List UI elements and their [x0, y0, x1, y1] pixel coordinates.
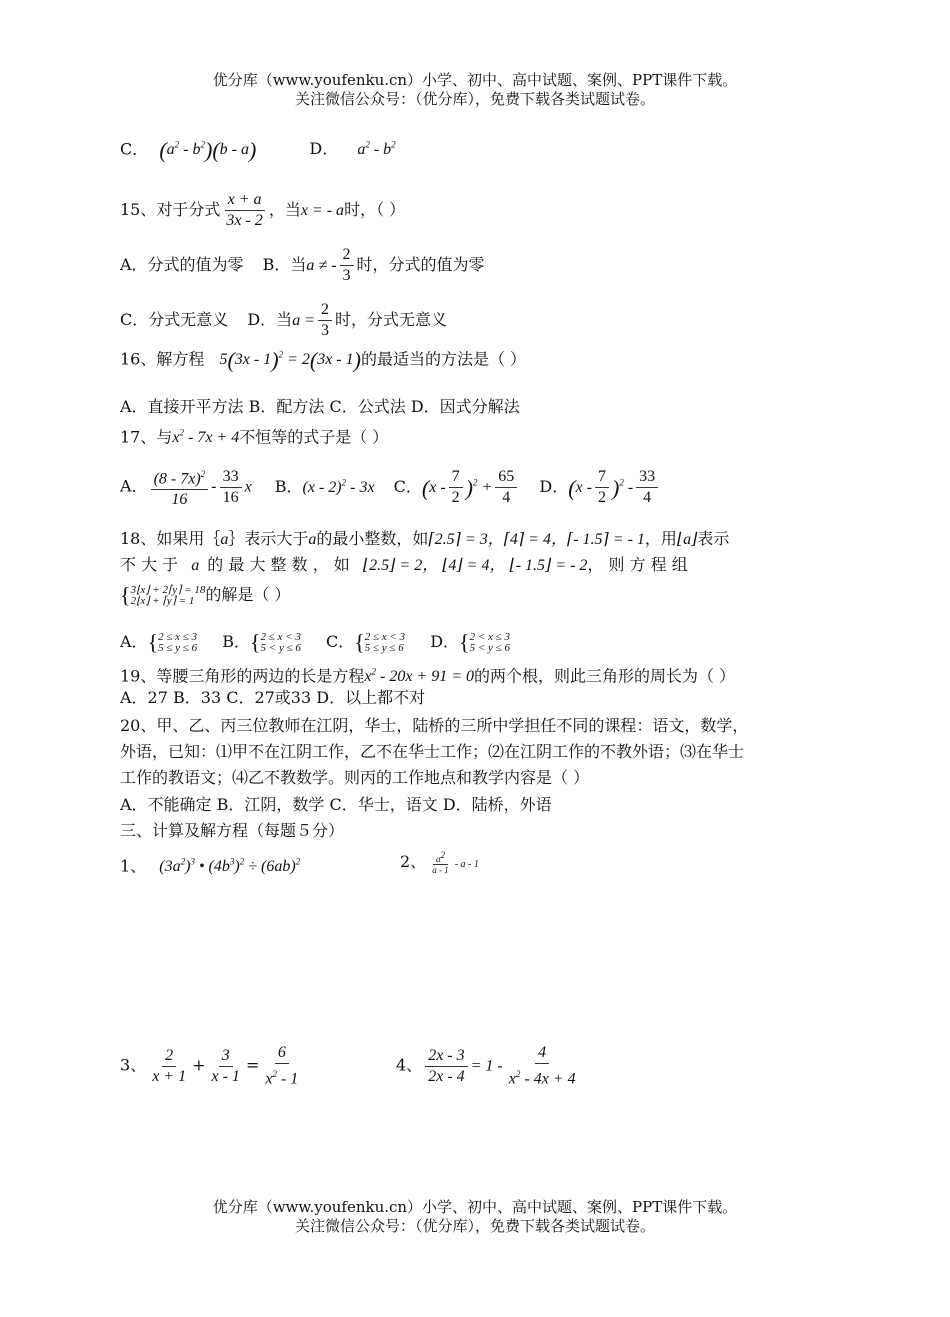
- question-17: [120, 421, 388, 450]
- q16-options: A．直接开平方法 B．配方法 C．公式法 D．因式分解法: [120, 397, 520, 416]
- q15-b-frac: $\frac{2}{3}$: [340, 245, 354, 286]
- question-18-line2: 不 大 于 a 的 最 大 整 数 ， 如 ⌊2.5⌋ = 2， ⌊4⌋ = 4， ⌊- 1.5⌋ = - 2， 则 方 程 组: [120, 555, 688, 574]
- q17-options: A． $\frac{(8 - 7x)^2}{16}$ - $\frac{33}{16}$ x B．(x - 2)$^2$ - 3x C．(x - $\frac{7}{2}$ )$^2$ + $\frac{65}{4}$ D．(x - $\frac{7}{2}$ )$^2$ - $\frac{33}{4}$: [120, 464, 661, 510]
- q15-b: B．当: [262, 255, 307, 274]
- q17-b: B．: [274, 476, 303, 496]
- question-19: [120, 660, 735, 689]
- q15-d-end: 时，分式无意义: [334, 310, 447, 329]
- q15-fraction: $\frac{x + a}{3x - 2}$: [226, 191, 263, 229]
- q18-examples-ceil: ⌈2.5⌉ = 3，⌈4⌉ = 4，⌈- 1.5⌉ = - 1: [428, 531, 645, 548]
- q17-c: C．: [393, 476, 422, 496]
- problem-2-frac: $\frac{a^2}{a - 1}$: [432, 850, 449, 875]
- q16-equation: 5(3x - 1)$^2$ = 2(3x - 1): [219, 347, 361, 373]
- q15-b-end: 时，分式的值为零: [356, 255, 485, 274]
- page-header: [0, 71, 950, 109]
- header-line-1: 优分库（www.youfenku.cn）小学、初中、高中试题、案例、PPT课件下载。: [212, 71, 738, 89]
- problem-3-label: 3、: [120, 1055, 147, 1075]
- q20-line3: 工作的教语文；⑷乙不教数学。则丙的工作地点和教学内容是（ ）: [120, 768, 590, 787]
- footer-line-2: 关注微信公众号：（优分库），免费下载各类试题试卷。: [294, 1217, 655, 1235]
- q15-ab: [120, 245, 485, 286]
- question-18-line1: 18、如果用｛a｝表示大于a的最小整数，如⌈2.5⌉ = 3，⌈4⌉ = 4，⌈- 1.5⌉ = - 1，用⌊a⌋表示: [120, 529, 730, 548]
- q18-options: A．{2 ≤ x ≤ 3 5 ≤ y ≤ 6 B．{2 ≤ x < 3 5 < y ≤ 6 C．{2 ≤ x < 3 5 ≤ y ≤ 6 D．{2 < x ≤ 3 5 < y ≤ 6: [120, 629, 510, 655]
- problem-4: 4、 $\frac{2x - 3}{2x - 4}$ = 1 - $\frac{4}{x^2 - 4x + 4}$: [396, 1044, 576, 1088]
- q18-l3: 的解是（ ）: [205, 585, 291, 604]
- problem-3: 3、 $\frac{2}{x + 1}$ + $\frac{3}{x - 1}$ = $\frac{6}{x^2 - 1}$: [120, 1044, 299, 1088]
- q18-l1e: 表示: [697, 529, 730, 548]
- q15-stem: 15、对于分式: [120, 200, 221, 219]
- q15-cond: x = - a: [300, 202, 345, 219]
- question-15: [120, 190, 405, 231]
- q15-d: D．当: [247, 310, 293, 329]
- q18-l1b: ｝表示大于: [228, 529, 309, 548]
- q15-d-frac: $\frac{2}{3}$: [318, 300, 332, 341]
- q17-expr: $x^2 - 7x + 4$: [172, 428, 240, 447]
- q17-d-expr: (x -: [568, 474, 592, 500]
- question-18-line3: {3⌊x⌋ + 2⌈y⌉ = 18 2⌊x⌋ + ⌈y⌉ = 1 的解是（ ）: [120, 582, 291, 608]
- q18-l1c: 的最小整数，如: [316, 529, 429, 548]
- q18-l1a: 18、如果用｛: [120, 529, 221, 548]
- q15-c: C．分式无意义: [120, 310, 229, 329]
- q20-options: A．不能确定 B．江阴，数学 C．华士，语文 D．陆桥，外语: [120, 795, 552, 814]
- q18-b: B．: [222, 632, 250, 651]
- q18-a: A．: [120, 632, 148, 651]
- problem-1: [120, 850, 300, 879]
- q16-stem: 16、解方程: [120, 349, 205, 369]
- problem-2-label: 2、: [400, 852, 427, 871]
- q17-d: D．: [539, 476, 569, 496]
- q18-l2b: 的 最 大 整 数 ， 如: [207, 555, 350, 574]
- q14-d-label: D．: [309, 139, 339, 159]
- q14-d-expr: $a^2 - b^2$: [357, 140, 396, 159]
- problem-2: 2、 $\frac{a^2}{a - 1}$ - a - 1: [400, 850, 479, 875]
- section-3-title: 三、计算及解方程（每题５分）: [120, 821, 345, 840]
- q20-line1: 20、甲、乙、丙三位教师在江阴，华士，陆桥的三所中学担任不同的课程：语文，数学，: [120, 716, 749, 735]
- q14-c-expr: $(a^2 - b^2)(b - a)$: [159, 137, 257, 163]
- q18-l2c: ， 则 方 程 组: [587, 555, 688, 574]
- problem-1-expr: $(3a^2)^3$ • $(4b^3)^2 \div (6ab)^2$: [159, 857, 301, 876]
- problem-4-label: 4、: [396, 1055, 423, 1075]
- q18-l2a: 不 大 于: [120, 555, 179, 574]
- q15-b-cond: a ≠ -: [306, 257, 337, 274]
- q15-mid: ，当: [268, 200, 301, 219]
- q17-c-expr: (x -: [421, 474, 446, 500]
- q15-d-cond: a =: [292, 312, 315, 329]
- header-line-2: 关注微信公众号：（优分库），免费下载各类试题试卷。: [294, 90, 655, 108]
- q17-a-frac2: $\frac{33}{16}$: [220, 467, 242, 508]
- q17-end: 不恒等的式子是（ ）: [239, 427, 389, 447]
- q20-line2: 外语，已知：⑴甲不在江阴工作，乙不在华士工作；⑵在江阴工作的不教外语；⑶在华士: [120, 742, 745, 761]
- q19-options: A．27 B．33 C．27或33 D．以上都不对: [120, 688, 426, 707]
- q17-a: A．: [120, 476, 148, 496]
- q18-system: 3⌊x⌋ + 2⌈y⌉ = 18 2⌊x⌋ + ⌈y⌉ = 1: [130, 583, 206, 607]
- q17-b-expr: (x - 2)$^2$ - 3x: [302, 477, 375, 496]
- q19-stem: 19、等腰三角形的两边的长是方程: [120, 666, 365, 686]
- q19-end: 的两个根，则此三角形的周长为（ ）: [474, 666, 736, 686]
- q17-a-frac1: $\frac{(8 - 7x)^2}{16}$: [151, 464, 209, 510]
- q15-end: 时，（ ）: [344, 200, 406, 219]
- q14-c-label: C．: [120, 139, 149, 159]
- q17-stem: 17、与: [120, 427, 173, 447]
- q14-options: [120, 133, 396, 163]
- page-footer: [0, 1198, 950, 1236]
- q18-d: D．: [430, 632, 460, 651]
- question-16: [120, 343, 526, 373]
- q15-cd: [120, 300, 447, 341]
- q19-equation: $x^2 - 20x + 91 = 0$: [364, 667, 475, 686]
- q18-l1d: ，用: [644, 529, 677, 548]
- q18-examples-floor: ⌊2.5⌋ = 2， ⌊4⌋ = 4， ⌊- 1.5⌋ = - 2: [362, 557, 588, 574]
- problem-1-label: 1、: [120, 856, 147, 876]
- footer-line-1: 优分库（www.youfenku.cn）小学、初中、高中试题、案例、PPT课件下载。: [212, 1198, 738, 1216]
- q16-end: 的最适当的方法是（ ）: [360, 349, 527, 369]
- q18-c: C．: [325, 632, 355, 651]
- q15-a: A．分式的值为零: [120, 255, 244, 274]
